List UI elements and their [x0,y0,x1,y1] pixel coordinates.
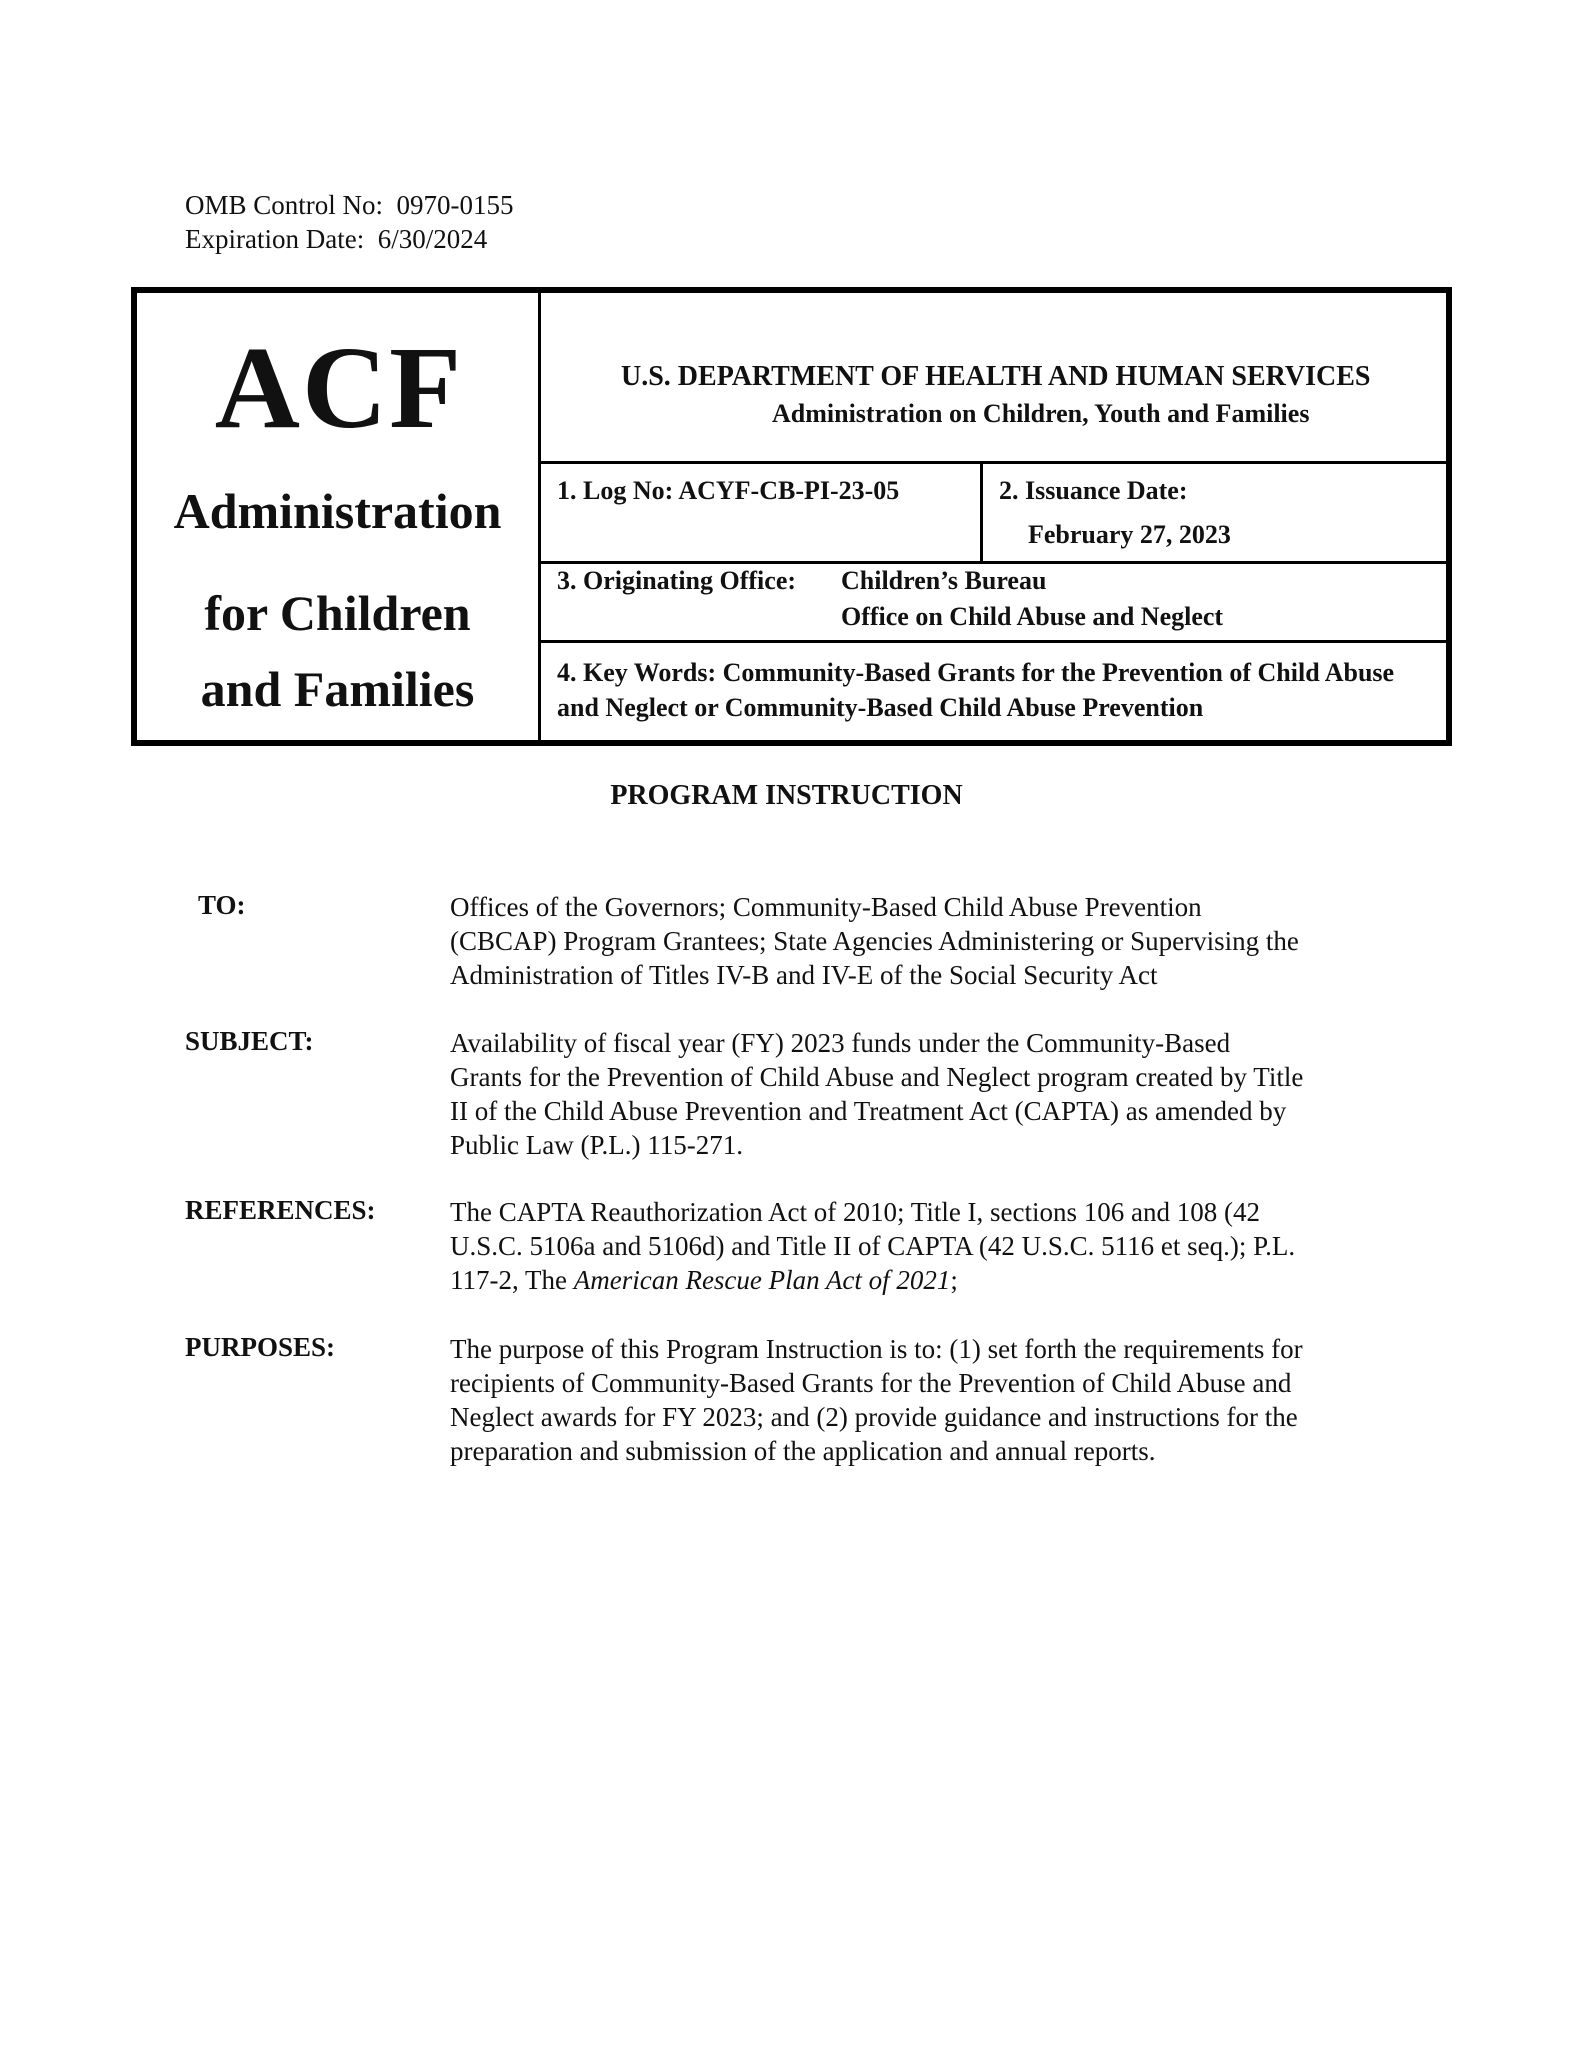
document-type-heading: PROGRAM INSTRUCTION [610,780,963,811]
act-title: American Rescue Plan Act of 2021 [573,1265,951,1295]
originating-office-division: Office on Child Abuse and Neglect [841,602,1224,631]
omb-control-number: OMB Control No: 0970-0155 [185,190,514,220]
references-body [450,1195,1390,1297]
log-issuance-row [541,464,1446,564]
purposes-line: recipients of Community-Based Grants for the Prevention of Child Abuse and [450,1368,1292,1398]
key-words: 4. Key Words: Community-Based Grants for the Prevention of Child Abuse and Neglect or Community-Based Child Abuse Prevention [557,658,1395,722]
acf-name-line-1: Administration [173,483,502,539]
log-number-cell [541,464,983,561]
references-label: REFERENCES: [185,1195,376,1225]
acf-logo-panel [137,293,541,740]
references-line3-suffix: ; [950,1265,958,1295]
originating-office-label: 3. Originating Office: [557,566,797,595]
to-body [450,890,1390,992]
to-line: Administration of Titles IV-B and IV-E of the Social Security Act [450,960,1158,990]
header-box [131,287,1452,746]
purposes-line: Neglect awards for FY 2023; and (2) provide guidance and instructions for the [450,1402,1298,1432]
references-line: U.S.C. 5106a and 5106d) and Title II of CAPTA (42 U.S.C. 5116 et seq.); P.L. [450,1231,1296,1261]
purposes-label: PURPOSES: [185,1332,336,1362]
to-line: (CBCAP) Program Grantees; State Agencies Administering or Supervising the [450,926,1299,956]
acf-name-line-2: for Children [204,585,471,641]
omb-info [185,188,514,256]
subject-body [450,1026,1390,1162]
department-cell [541,293,1446,464]
subject-line: Grants for the Prevention of Child Abuse and Neglect program created by Title [450,1062,1304,1092]
originating-office-bureau: Children’s Bureau [841,566,1047,595]
key-words-row [541,643,1446,740]
references-line [450,1263,1390,1297]
purposes-body [450,1332,1390,1468]
expiration-date: Expiration Date: 6/30/2024 [185,224,488,254]
department-title: U.S. DEPARTMENT OF HEALTH AND HUMAN SERVICES [621,361,1371,392]
references-line: The CAPTA Reauthorization Act of 2010; Title I, sections 106 and 108 (42 [450,1197,1261,1227]
header-details [541,293,1446,740]
acf-acronym: ACF [214,322,464,453]
originating-office-row [541,564,1446,643]
acf-name-line-3: and Families [200,661,475,717]
to-label: TO: [198,890,246,920]
subject-line: Availability of fiscal year (FY) 2023 funds under the Community-Based [450,1028,1231,1058]
log-number: 1. Log No: ACYF-CB-PI-23-05 [557,476,900,505]
purposes-line: preparation and submission of the application and annual reports. [450,1436,1156,1466]
subject-line: II of the Child Abuse Prevention and Treatment Act (CAPTA) as amended by [450,1096,1287,1126]
subject-line: Public Law (P.L.) 115-271. [450,1130,743,1160]
references-line3-prefix: 117-2, The [450,1265,574,1295]
purposes-line: The purpose of this Program Instruction is to: (1) set forth the requirements for [450,1334,1303,1364]
subject-label: SUBJECT: [185,1026,314,1056]
issuance-date: February 27, 2023 [1028,520,1231,549]
issuance-date-label: 2. Issuance Date: [999,476,1188,505]
administration-title: Administration on Children, Youth and Families [772,399,1310,428]
to-line: Offices of the Governors; Community-Based Child Abuse Prevention [450,892,1202,922]
